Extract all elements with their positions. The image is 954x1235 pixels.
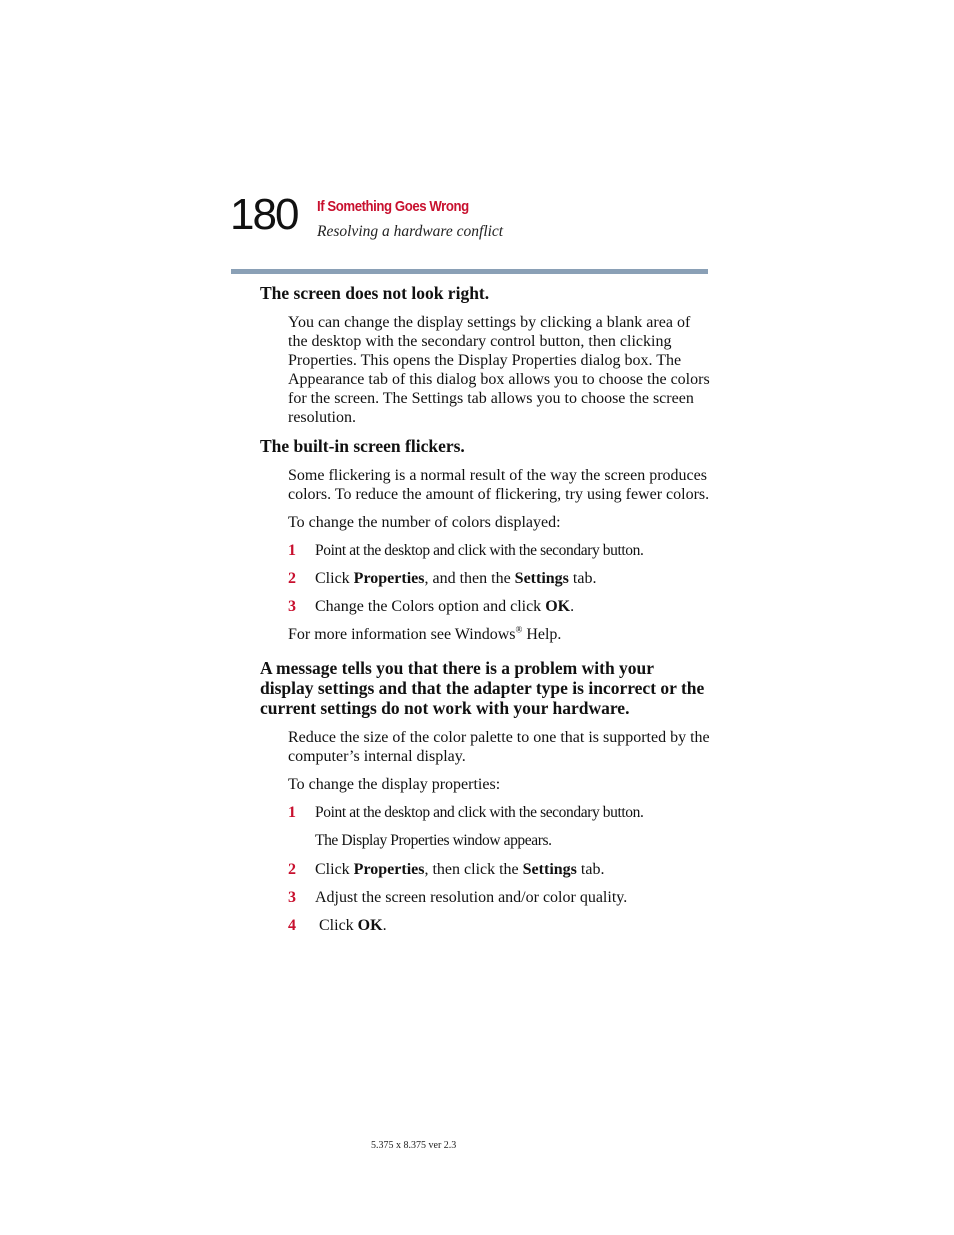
- step-number: 1: [288, 542, 296, 559]
- step-number: 4: [288, 917, 296, 934]
- header-rule: [231, 269, 708, 274]
- step-item: [288, 860, 710, 879]
- step-text: Change the Colors option and click OK.: [315, 598, 575, 615]
- section-heading: A message tells you that there is a problem with your display settings and that the adapter type is incorrect or the current settings do not work with your hardware.: [260, 658, 705, 718]
- paragraph: For more information see Windows® Help.: [288, 624, 562, 643]
- section-title: Resolving a hardware conflict: [317, 223, 504, 240]
- section-heading: The screen does not look right.: [260, 283, 490, 303]
- step-number: 2: [288, 570, 296, 587]
- step-item: [288, 888, 710, 907]
- paragraph: To change the display properties:: [288, 776, 501, 793]
- page-number: 180: [230, 190, 298, 239]
- step-number: 3: [288, 889, 296, 906]
- step-text: Point at the desktop and click with the secondary button.: [315, 542, 644, 559]
- paragraph: Some flickering is a normal result of the way the screen produces colors. To reduce the amount of flickering, try using fewer colors.: [288, 467, 710, 503]
- footer-version: 5.375 x 8.375 ver 2.3: [371, 1140, 457, 1151]
- step-text: Adjust the screen resolution and/or color quality.: [315, 889, 628, 906]
- step-text: Click Properties, and then the Settings tab.: [315, 570, 597, 587]
- page-content: [260, 283, 710, 944]
- section-heading: The built-in screen flickers.: [260, 436, 465, 456]
- step-result: The Display Properties window appears.: [315, 832, 552, 849]
- step-item: [288, 597, 710, 616]
- step-text: Click Properties, then click the Settings tab.: [315, 861, 605, 878]
- step-text: Point at the desktop and click with the secondary button.: [315, 804, 644, 821]
- step-text: Click OK.: [315, 917, 387, 934]
- paragraph: To change the number of colors displayed:: [288, 514, 561, 531]
- paragraph: Reduce the size of the color palette to one that is supported by the computer’s internal display.: [288, 729, 710, 765]
- step-item: [288, 803, 710, 822]
- chapter-title: If Something Goes Wrong: [317, 198, 469, 215]
- step-item: [288, 541, 710, 560]
- step-number: 2: [288, 861, 296, 878]
- step-item: [288, 569, 710, 588]
- step-number: 3: [288, 598, 296, 615]
- step-item: [288, 916, 710, 935]
- paragraph: You can change the display settings by clicking a blank area of the desktop with the secondary control button, then clicking Properties. This opens the Display Properties dialog box. The Appearance tab of this dialog box allows you to choose the colors for the screen. The Settings tab allows you to choose the screen resolution.: [288, 314, 710, 426]
- step-number: 1: [288, 804, 296, 821]
